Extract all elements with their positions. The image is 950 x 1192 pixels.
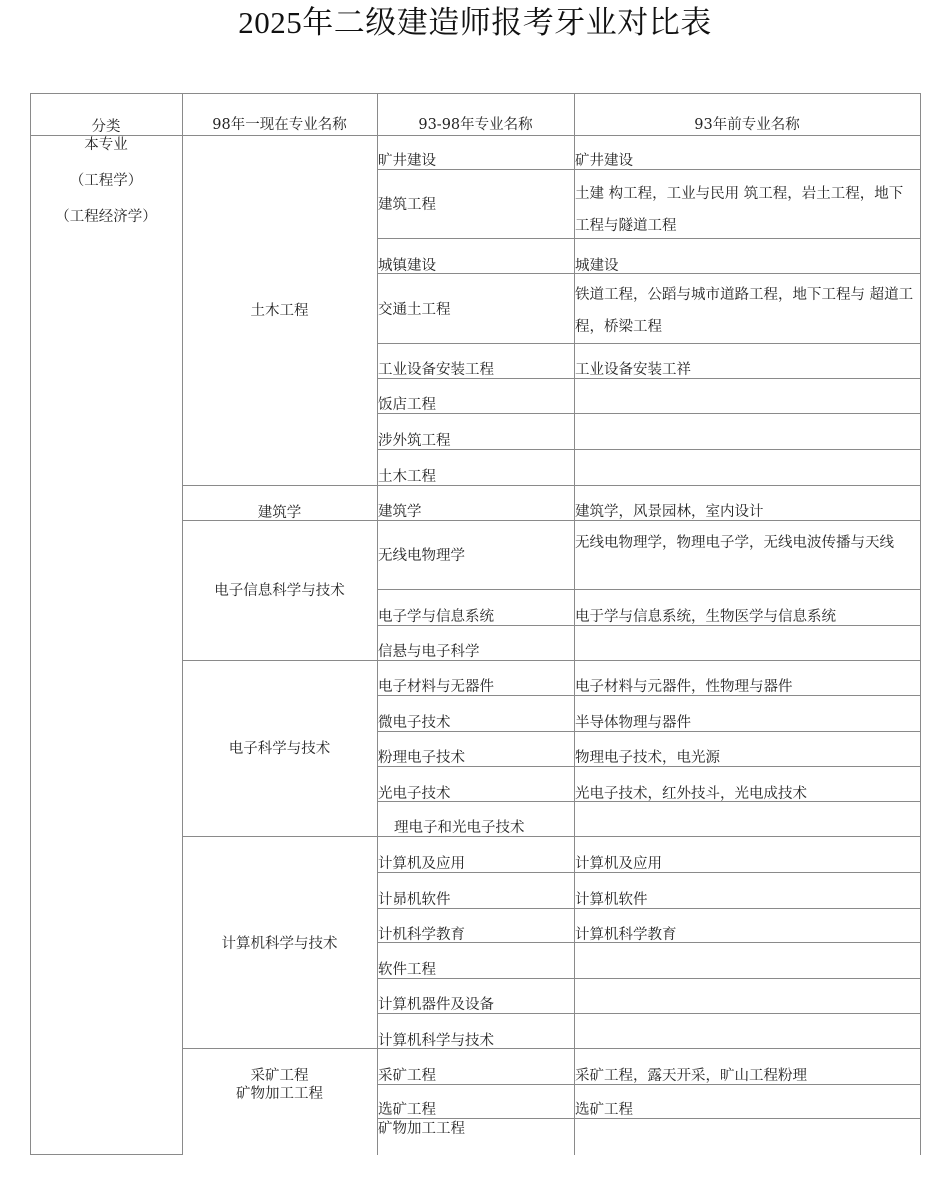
row-4-right: 铁道工程，公蹈与城市道路工程，地下工程与 超道工程，桥梁工程 (575, 287, 914, 335)
col-divider-1 (30, 93, 31, 1155)
row-10-right: 无线电物理学，物理电子学，无线电波传播与天线 (575, 535, 894, 551)
row-line (377, 1118, 921, 1119)
row-8-mid: 土木工程 (378, 469, 436, 485)
group-line (182, 485, 921, 486)
header-col-93-98: 93-98年专业名称 (418, 117, 533, 133)
row-20-mid: 计机科学教育 (378, 927, 465, 943)
header-category: 分类 (91, 119, 121, 135)
row-line (377, 413, 921, 414)
row-9-right: 建筑学，风景园林，室内设计 (575, 504, 764, 520)
col-divider-2 (182, 93, 183, 1155)
row-20-right: 计算机科学教育 (575, 927, 677, 943)
row-13-mid: 电子材料与无器件 (378, 679, 494, 695)
row-line (377, 589, 921, 590)
row-18-mid: 计算机及应用 (378, 856, 465, 872)
row-line (377, 169, 921, 170)
row-15-right: 物理电子技术，电光源 (575, 750, 720, 766)
row-7-mid: 涉外筑工程 (378, 433, 451, 449)
row-5-mid: 工业设备安装工程 (378, 362, 494, 378)
row-19-right: 计算机软件 (575, 892, 648, 908)
category-line-1: 本专业 (84, 137, 128, 153)
row-17-mid: 理电子和光电子技术 (394, 820, 525, 836)
row-11-right: 电于学与信息系统，生物医学与信息系统 (575, 609, 836, 625)
row-3-right: 城建设 (575, 258, 619, 274)
row-10-mid: 无线电物理学 (378, 548, 465, 564)
row-25-mid: 选矿工程 (378, 1102, 436, 1118)
row-24-right: 采矿工程，露天开采，旷山工程粉理 (575, 1068, 807, 1084)
group-line (182, 836, 921, 837)
header-col-93: 93年前专业名称 (694, 117, 800, 133)
group-est: 电子科学与技术 (228, 741, 331, 757)
row-4-mid: 交通土工程 (378, 302, 451, 318)
row-14-mid: 微电子技术 (378, 715, 451, 731)
header-col-98: 98年一现在专业名称 (212, 117, 347, 133)
row-9-mid: 建筑学 (378, 504, 422, 520)
page-title: 2025年二级建造师报考牙业对比表 (238, 5, 712, 40)
group-mineral: 矿物加工工程 (236, 1086, 323, 1102)
row-24-mid: 采矿工程 (378, 1068, 436, 1084)
row-11-mid: 电子学与信息系统 (378, 609, 494, 625)
row-15-mid: 粉理电子技术 (378, 750, 465, 766)
row-14-right: 半导体物理与器件 (575, 715, 691, 731)
row-22-mid: 计算机器件及设备 (378, 997, 494, 1013)
row-line (377, 908, 921, 909)
row-1-right: 矿井建设 (575, 153, 633, 169)
row-21-mid: 软件工程 (378, 962, 436, 978)
row-12-mid: 信悬与电子科学 (378, 644, 480, 660)
row-13-right: 电子材料与元器件，性物理与器件 (575, 679, 793, 695)
row-19-mid: 计昴机软件 (378, 892, 451, 908)
row-25-right: 选矿工程 (575, 1102, 633, 1118)
row-1-mid: 旷井建设 (378, 153, 436, 169)
group-line (182, 660, 921, 661)
group-cst: 计算机科学与技术 (221, 936, 338, 952)
row-26-mid: 矿物加工工程 (378, 1121, 465, 1137)
group-architecture: 建筑学 (257, 505, 302, 521)
row-18-right: 计算机及应用 (575, 856, 662, 872)
group-mining: 采矿工程 (250, 1068, 309, 1084)
group-eis: 电子信息科学与技术 (214, 583, 345, 599)
row-line (377, 978, 921, 979)
row-3-mid: 城镇建设 (378, 258, 436, 274)
row-5-right: 工业设备安装工祥 (575, 362, 691, 378)
group-line (182, 1048, 921, 1049)
row-line (377, 343, 921, 344)
row-23-mid: 计算机科学与技术 (378, 1033, 494, 1049)
row-line (377, 273, 921, 274)
category-line-2: （工程学） (69, 173, 143, 189)
group-civil: 土木工程 (250, 303, 309, 319)
category-line-3: （工程经济学） (55, 209, 157, 225)
table-top-border (30, 93, 921, 94)
category-bottom-border (30, 1154, 182, 1155)
row-16-mid: 光电子技术 (378, 786, 451, 802)
row-2-right: 土建 构工程，工业与民用 筑工程，岩土工程，地下工程与隧道工程 (575, 186, 904, 234)
row-2-mid: 建筑工程 (378, 197, 436, 213)
row-16-right: 光电子技术，红外技斗，光电成技术 (575, 786, 807, 802)
row-6-mid: 饭店工程 (378, 397, 436, 413)
row-line (377, 449, 921, 450)
table-right-border (920, 93, 921, 1155)
